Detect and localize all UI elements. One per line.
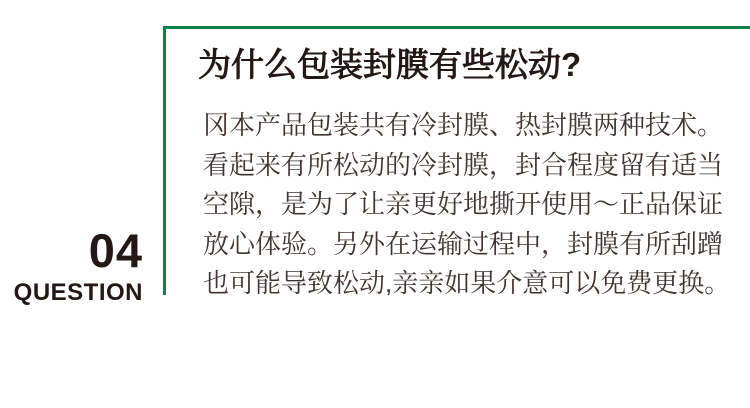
faq-body: [198, 106, 738, 304]
faq-body-line: 也可能导致松动,亲亲如果介意可以免费更换。: [203, 268, 731, 299]
faq-body-line: 空隙，是为了让亲更好地撕开使用～正品保证: [203, 189, 724, 220]
question-number-block: [0, 224, 143, 306]
faq-body-line: 放心体验。另外在运输过程中，封膜有所刮蹭: [203, 228, 724, 259]
question-word: QUESTION: [13, 279, 143, 306]
faq-body-line: 冈本产品包装共有冷封膜、热封膜两种技术。: [203, 110, 724, 141]
faq-title: 为什么包装封膜有些松动?: [198, 46, 582, 83]
vertical-divider-line: [163, 26, 166, 295]
question-number: 04: [88, 224, 143, 277]
faq-body-line: 看起来有所松动的冷封膜，封合程度留有适当: [203, 149, 724, 180]
faq-content: [198, 44, 738, 304]
top-accent-line: [163, 26, 750, 29]
